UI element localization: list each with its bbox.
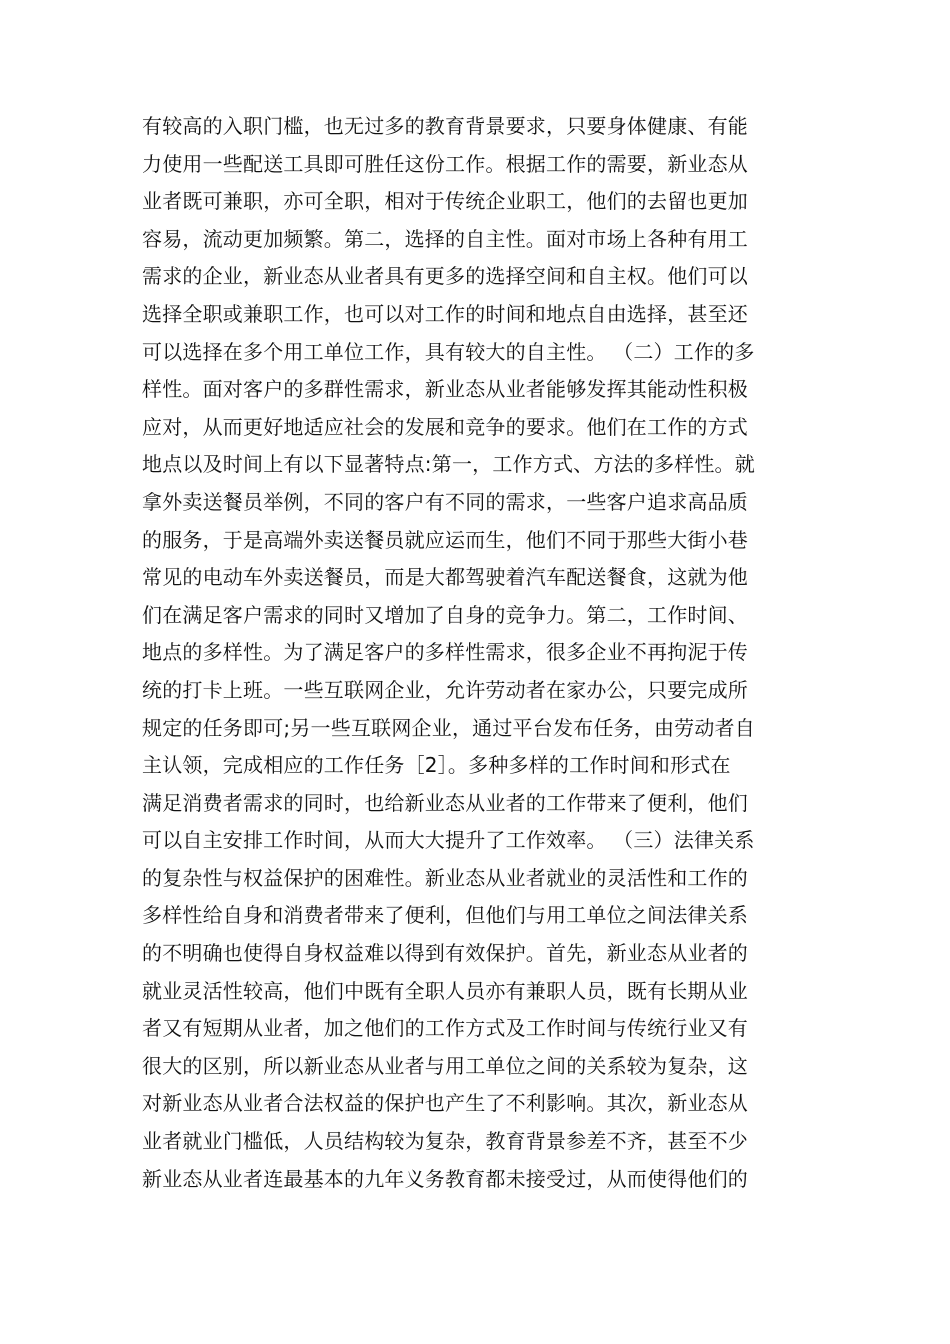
text-line: 多样性给自身和消费者带来了便利，但他们与用工单位之间法律关系 xyxy=(142,903,748,928)
text-line: 的复杂性与权益保护的困难性。新业态从业者就业的灵活性和工作的 xyxy=(142,865,748,890)
text-line: 者又有短期从业者，加之他们的工作方式及工作时间与传统行业又有 xyxy=(142,1016,748,1041)
text-line: 力使用一些配送工具即可胜任这份工作。根据工作的需要，新业态从 xyxy=(142,151,748,176)
text-line: 常见的电动车外卖送餐员，而是大都驾驶着汽车配送餐食，这就为他 xyxy=(142,565,748,590)
text-line: 地点的多样性。为了满足客户的多样性需求，很多企业不再拘泥于传 xyxy=(142,640,748,665)
text-line: 统的打卡上班。一些互联网企业，允许劳动者在家办公，只要完成所 xyxy=(142,677,748,702)
text-line: 们在满足客户需求的同时又增加了自身的竞争力。第二，工作时间、 xyxy=(142,602,748,627)
text-line: 可以自主安排工作时间，从而大大提升了工作效率。 （三）法律关系 xyxy=(142,828,755,853)
text-line: 可以选择在多个用工单位工作，具有较大的自主性。 （二）工作的多 xyxy=(142,339,755,364)
text-line: 的服务，于是高端外卖送餐员就应运而生，他们不同于那些大街小巷 xyxy=(142,527,748,552)
text-line: 就业灵活性较高，他们中既有全职人员亦有兼职人员，既有长期从业 xyxy=(142,978,748,1003)
text-line: 需求的企业，新业态从业者具有更多的选择空间和自主权。他们可以 xyxy=(142,264,748,289)
text-line: 有较高的入职门槛，也无过多的教育背景要求，只要身体健康、有能 xyxy=(142,114,748,138)
text-line: 选择全职或兼职工作，也可以对工作的时间和地点自由选择，甚至还 xyxy=(142,301,748,326)
text-line: 地点以及时间上有以下显著特点:第一，工作方式、方法的多样性。就 xyxy=(142,452,755,477)
text-line: 主认领，完成相应的工作任务［2］。多种多样的工作时间和形式在 xyxy=(142,753,731,778)
text-line: 很大的区别，所以新业态从业者与用工单位之间的关系较为复杂，这 xyxy=(142,1053,748,1078)
text-line: 业者既可兼职，亦可全职，相对于传统企业职工，他们的去留也更加 xyxy=(142,189,748,214)
text-line: 规定的任务即可;另一些互联网企业，通过平台发布任务，由劳动者自 xyxy=(142,715,755,740)
text-line: 业者就业门槛低，人员结构较为复杂，教育背景参差不齐，甚至不少 xyxy=(142,1129,748,1154)
text-line: 应对，从而更好地适应社会的发展和竞争的要求。他们在工作的方式 xyxy=(142,414,748,439)
text-line: 拿外卖送餐员举例，不同的客户有不同的需求，一些客户追求高品质 xyxy=(142,489,748,514)
text-line: 满足消费者需求的同时，也给新业态从业者的工作带来了便利，他们 xyxy=(142,790,748,815)
text-line: 的不明确也使得自身权益难以得到有效保护。首先，新业态从业者的 xyxy=(142,941,748,966)
text-line: 样性。面对客户的多群性需求，新业态从业者能够发挥其能动性积极 xyxy=(142,377,748,402)
body-paragraph xyxy=(142,108,832,1198)
text-line: 新业态从业者连最基本的九年义务教育都未接受过，从而使得他们的 xyxy=(142,1166,748,1191)
text-line: 对新业态从业者合法权益的保护也产生了不利影响。其次，新业态从 xyxy=(142,1091,748,1116)
text-line: 容易，流动更加频繁。第二，选择的自主性。面对市场上各种有用工 xyxy=(142,226,748,251)
